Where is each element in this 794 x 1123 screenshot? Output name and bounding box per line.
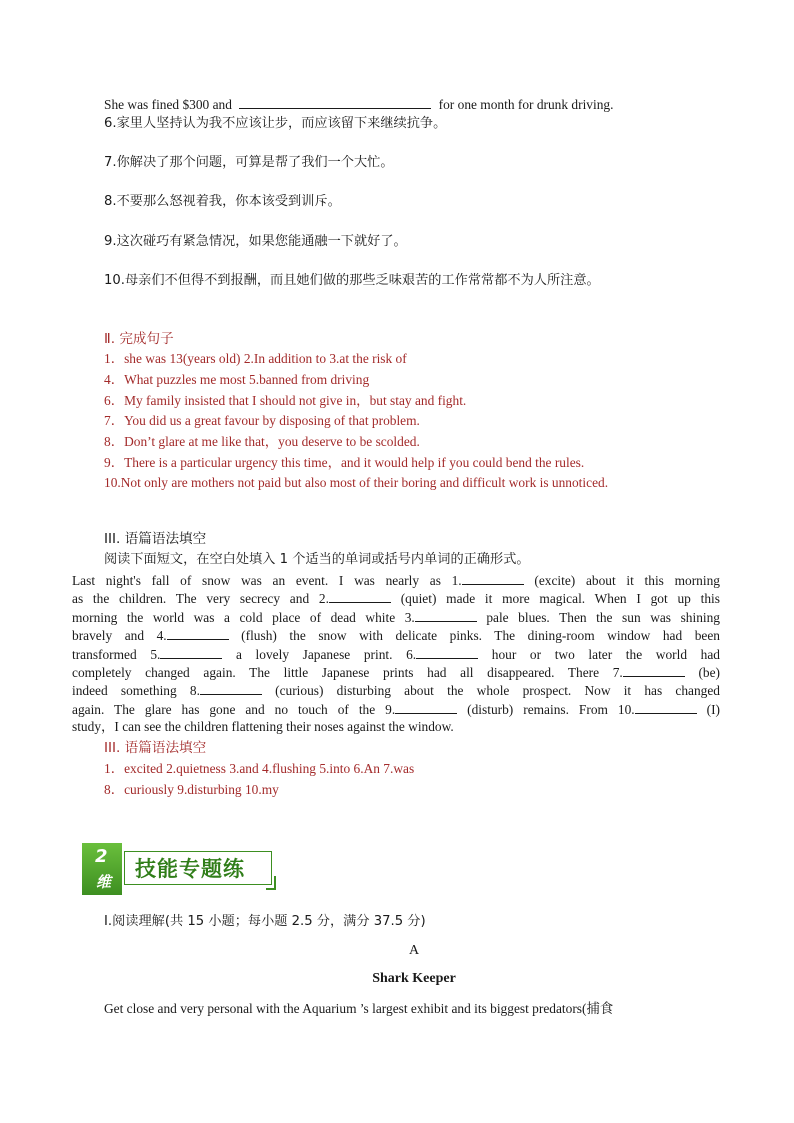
fill-blank-6[interactable]: [416, 645, 478, 659]
answer-line: 6．My family insisted that I should not give in，but stay and fight.: [104, 393, 467, 408]
passage-letter: A: [408, 943, 420, 958]
badge-number: 2: [95, 846, 108, 867]
answers-sentences-heading: Ⅱ. 完成句子: [104, 331, 174, 347]
fill-blank-10[interactable]: [635, 700, 697, 714]
fill-blank-7[interactable]: [623, 663, 685, 677]
fill-blank-2[interactable]: [329, 589, 391, 603]
grammar-heading: III. 语篇语法填空: [104, 531, 207, 547]
passage-line: as the children. The very secrecy and 2. (quiet) made it more magical. When I got up this: [72, 591, 720, 606]
passage-line: bravely and 4. (flush) the snow with delicate pinks. The dining-room window had been: [72, 628, 720, 643]
skill-banner-title: 技能专题练: [124, 851, 272, 885]
question-10: 10.母亲们不但得不到报酬，而且她们做的那些乏味艰苦的工作常常都不为人所注意。: [104, 273, 600, 288]
question-8: 8.不要那么怒视着我，你本该受到训斥。: [104, 194, 341, 209]
fined-sentence: [104, 95, 613, 114]
answer-line: 8．Don’t glare at me like that，you deserve to be scolded.: [104, 434, 420, 449]
passage-line: transformed 5. a lovely Japanese print. 6. hour or two later the world had: [72, 647, 720, 662]
passage-line: study，I can see the children flattening their noses against the window.: [72, 719, 454, 734]
answer-line: 10.Not only are mothers not paid but also most of their boring and difficult work is unnoticed.: [104, 475, 609, 490]
answer-line: 7．You did us a great favour by disposing of that problem.: [104, 413, 420, 428]
skill-badge: [82, 843, 122, 895]
fill-blank-4[interactable]: [167, 626, 229, 640]
fill-blank-3[interactable]: [415, 608, 477, 622]
grammar-answers-heading: III. 语篇语法填空: [104, 740, 207, 756]
passage-line: again. The glare has gone and no touch of the 9. (disturb) remains. From 10. (I): [72, 702, 720, 717]
passage-line: completely changed again. The little Japanese prints had all disappeared. There 7. (be): [72, 665, 720, 680]
fill-blank-8[interactable]: [200, 681, 262, 695]
badge-char: 维: [96, 873, 112, 891]
question-7: 7.你解决了那个问题，可算是帮了我们一个大忙。: [104, 155, 394, 170]
grammar-answer-line: 8．curiously 9.disturbing 10.my: [104, 782, 279, 797]
answer-line: 4．What puzzles me most 5.banned from driving: [104, 372, 370, 387]
fill-blank-9[interactable]: [395, 700, 457, 714]
passage-line: indeed something 8. (curious) disturbing about the whole prospect. Now it has changed: [72, 683, 720, 698]
question-6: 6.家里人坚持认为我不应该让步，而应该留下来继续抗争。: [104, 116, 447, 131]
passage-title: Shark Keeper: [372, 971, 456, 986]
fill-blank-5[interactable]: [160, 645, 222, 659]
passage-line: Last night's fall of snow was an event. I was nearly as 1. (excite) about it this morning: [72, 573, 720, 588]
fined-sentence-before: She was fined $300 and: [104, 97, 232, 112]
grammar-answer-line: 1．excited 2.quietness 3.and 4.flushing 5.into 6.An 7.was: [104, 761, 415, 776]
reading-heading: Ⅰ.阅读理解(共 15 小题；每小题 2.5 分，满分 37.5 分): [104, 914, 426, 929]
grammar-instruction: 阅读下面短文，在空白处填入 1 个适当的单词或括号内单词的正确形式。: [104, 552, 530, 567]
answer-line: 9．There is a particular urgency this time，and it would help if you could bend the rules.: [104, 455, 585, 470]
passage-first-line: Get close and very personal with the Aquarium ’s largest exhibit and its biggest predators(捕食: [104, 1001, 614, 1016]
banner-corner-decoration: [266, 876, 276, 890]
question-9: 9.这次碰巧有紧急情况，如果您能通融一下就好了。: [104, 234, 407, 249]
passage-line: morning the world was a cold place of dead white 3. pale blues. Then the sun was shining: [72, 610, 721, 625]
fill-blank[interactable]: [239, 95, 431, 109]
answer-line: 1．she was 13(years old) 2.In addition to 3.at the risk of: [104, 351, 407, 366]
fined-sentence-after: for one month for drunk driving.: [438, 97, 614, 112]
fill-blank-1[interactable]: [462, 571, 524, 585]
